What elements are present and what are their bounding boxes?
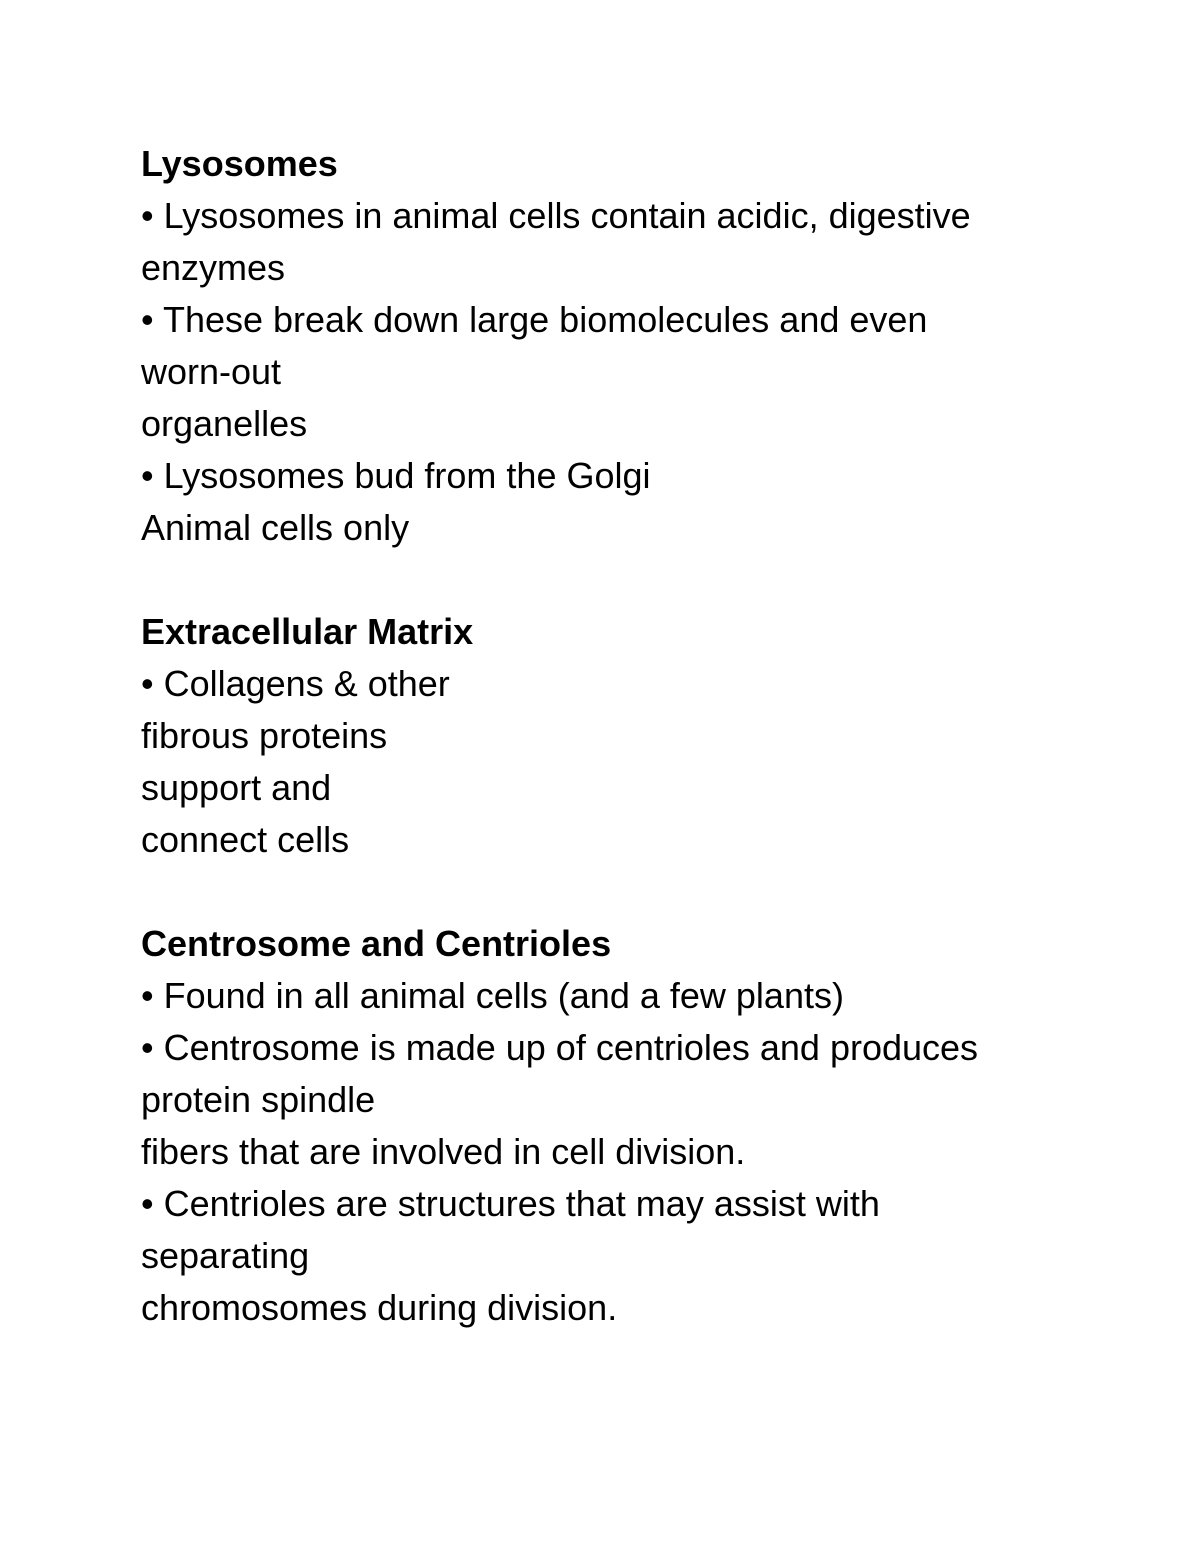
text-line: separating xyxy=(141,1235,310,1276)
text-line: connect cells xyxy=(141,819,350,860)
text-line: • Collagens & other xyxy=(141,663,450,704)
section-centrosome-centrioles xyxy=(141,918,1081,1334)
text-line: • Found in all animal cells (and a few plants) xyxy=(141,975,844,1016)
spacer xyxy=(141,866,1081,918)
text-line: • Centrosome is made up of centrioles and produces xyxy=(141,1027,979,1068)
section-heading: Centrosome and Centrioles xyxy=(141,923,612,964)
text-line: • Lysosomes bud from the Golgi xyxy=(141,455,651,496)
text-line: • Lysosomes in animal cells contain acidic, digestive xyxy=(141,195,971,236)
text-line: • These break down large biomolecules and even xyxy=(141,299,928,340)
text-line: worn-out xyxy=(141,351,282,392)
spacer xyxy=(141,554,1081,606)
text-line: Animal cells only xyxy=(141,507,410,548)
section-lysosomes xyxy=(141,138,1081,554)
section-heading: Extracellular Matrix xyxy=(141,611,474,652)
text-line: enzymes xyxy=(141,247,286,288)
document-body xyxy=(141,138,1081,1334)
text-line: support and xyxy=(141,767,332,808)
text-line: fibers that are involved in cell division. xyxy=(141,1131,746,1172)
text-line: fibrous proteins xyxy=(141,715,388,756)
text-line: chromosomes during division. xyxy=(141,1287,618,1328)
text-line: • Centrioles are structures that may assist with xyxy=(141,1183,880,1224)
section-extracellular-matrix xyxy=(141,606,1081,866)
section-heading: Lysosomes xyxy=(141,143,338,184)
text-line: organelles xyxy=(141,403,308,444)
text-line: protein spindle xyxy=(141,1079,376,1120)
